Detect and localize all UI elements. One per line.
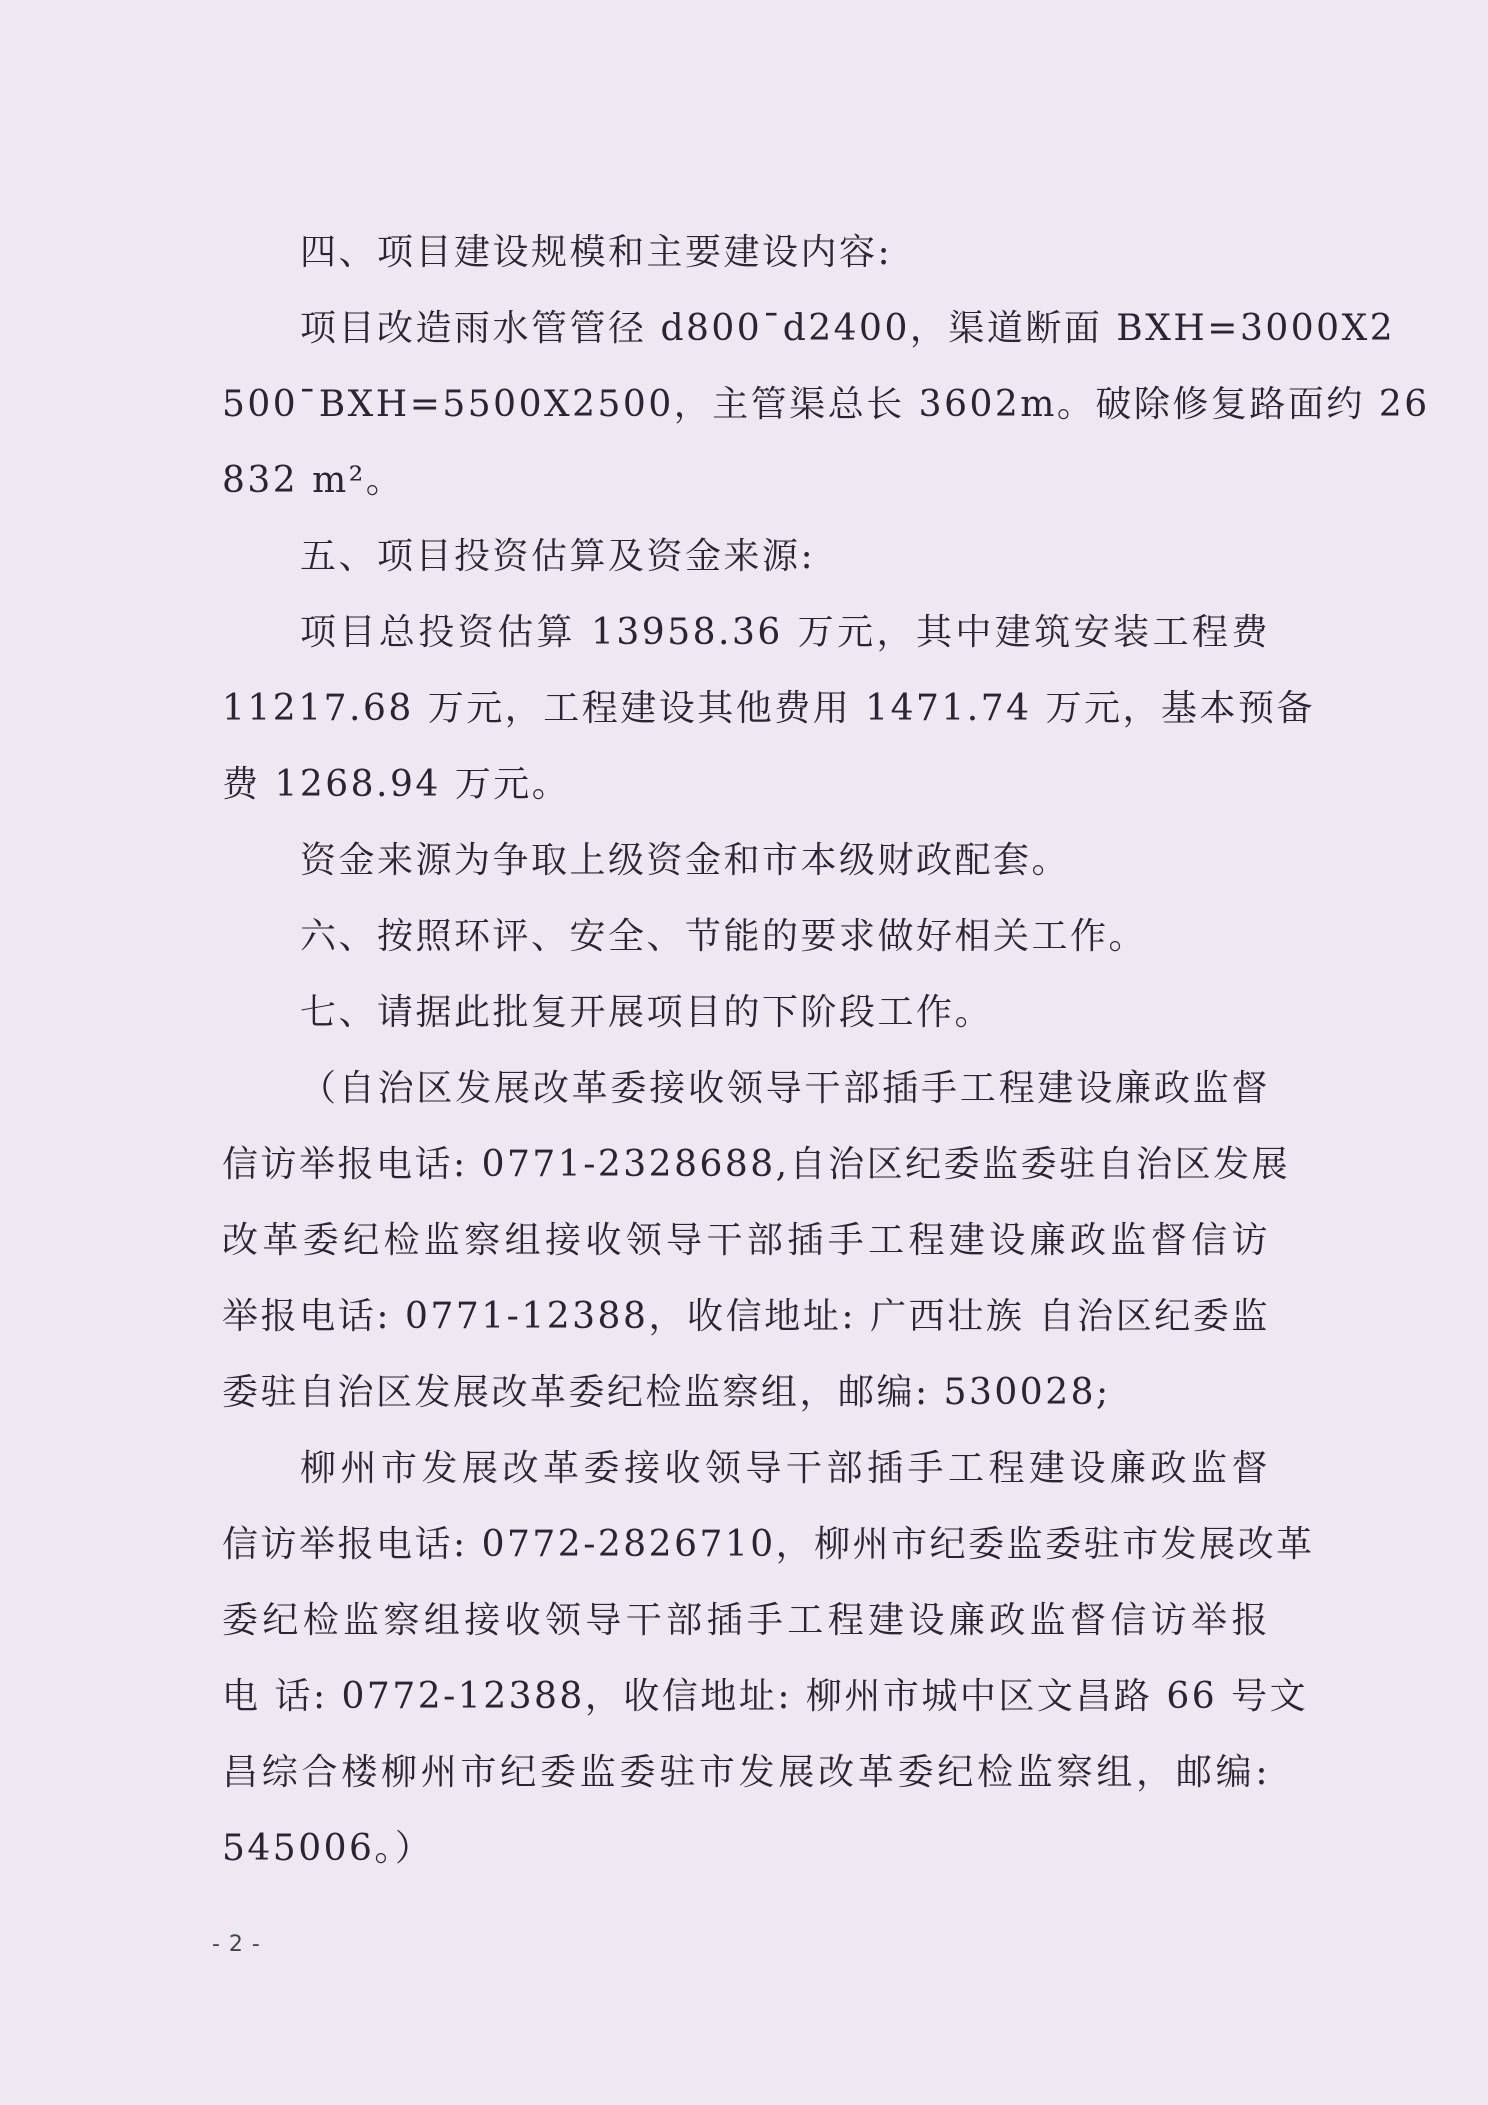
section-heading-7: 七、请据此批复开展项目的下阶段工作。 bbox=[300, 992, 994, 1033]
paragraph-line: 信访举报电话: 0771-2328688,自治区纪委监委驻自治区发展 bbox=[222, 1144, 1291, 1185]
section-heading-5: 五、项目投资估算及资金来源: bbox=[300, 536, 816, 577]
paragraph-line: 费 1268.94 万元。 bbox=[222, 764, 571, 805]
paragraph-line: 委驻自治区发展改革委纪检监察组，邮编: 530028; bbox=[222, 1372, 1111, 1413]
paragraph-line: 改革委纪检监察组接收领导干部插手工程建设廉政监督信访 bbox=[222, 1220, 1270, 1261]
section-heading-6: 六、按照环评、安全、节能的要求做好相关工作。 bbox=[300, 916, 1148, 957]
document-body bbox=[222, 215, 1430, 1887]
page-number: - 2 - bbox=[212, 1932, 261, 1957]
paragraph-line: 信访举报电话: 0772-2826710，柳州市纪委监委驻市发展改革 bbox=[222, 1524, 1315, 1565]
paragraph-line: 545006。） bbox=[222, 1828, 434, 1869]
paragraph-line: 电 话: 0772-12388，收信地址: 柳州市城中区文昌路 66 号文 bbox=[222, 1676, 1309, 1717]
paragraph-line: 项目改造雨水管管径 d800¯d2400，渠道断面 BXH=3000X2 bbox=[300, 308, 1396, 349]
paragraph-line: 11217.68 万元，工程建设其他费用 1471.74 万元，基本预备 bbox=[222, 688, 1315, 729]
paragraph-line: 资金来源为争取上级资金和市本级财政配套。 bbox=[300, 840, 1071, 881]
paragraph-line: 832 m²。 bbox=[222, 460, 405, 501]
paragraph-line: 昌综合楼柳州市纪委监委驻市发展改革委纪检监察组，邮编: bbox=[222, 1752, 1270, 1793]
paragraph-line: （自治区发展改革委接收领导干部插手工程建设廉政监督 bbox=[300, 1068, 1270, 1109]
paragraph-line: 委纪检监察组接收领导干部插手工程建设廉政监督信访举报 bbox=[222, 1600, 1270, 1641]
section-heading-4: 四、项目建设规模和主要建设内容: bbox=[300, 232, 893, 273]
paragraph-line: 项目总投资估算 13958.36 万元，其中建筑安装工程费 bbox=[300, 612, 1270, 653]
paragraph-line: 柳州市发展改革委接收领导干部插手工程建设廉政监督 bbox=[300, 1448, 1270, 1489]
paragraph-line: 500¯BXH=5500X2500，主管渠总长 3602m。破除修复路面约 26 bbox=[222, 384, 1430, 425]
paragraph-line: 举报电话: 0771-12388，收信地址: 广西壮族 自治区纪委监 bbox=[222, 1296, 1270, 1337]
